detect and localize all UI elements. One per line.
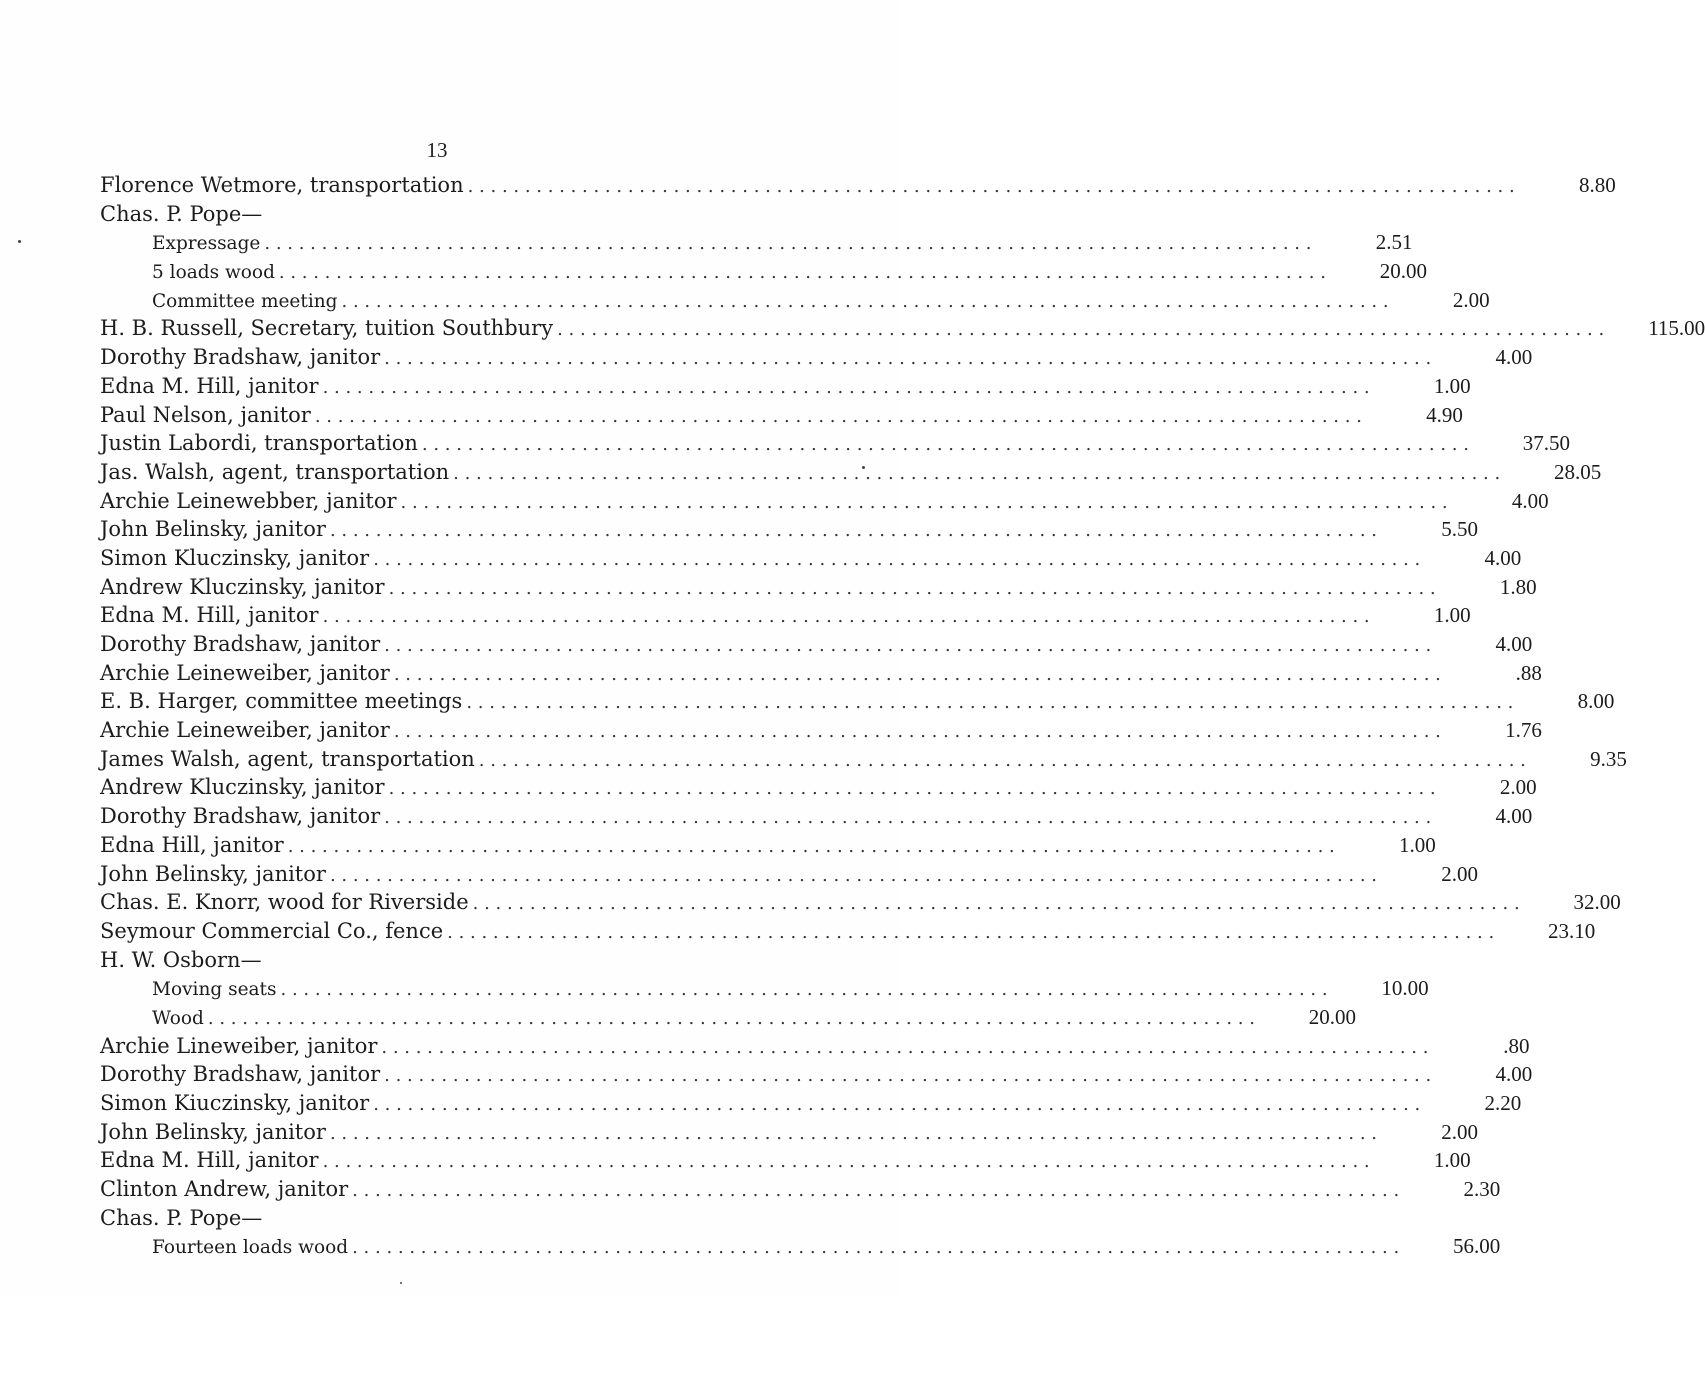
entry-amount: 10.00 <box>1381 976 1429 1001</box>
ledger-row <box>100 1232 1501 1261</box>
ledger-row <box>100 487 1549 516</box>
entry-description: Expressage <box>152 233 261 255</box>
paper-speck <box>18 240 21 243</box>
entry-amount: 4.00 <box>1495 632 1533 656</box>
dot-leader <box>557 316 1604 345</box>
entry-description: Edna M. Hill, janitor <box>100 603 319 628</box>
entry-amount: 2.00 <box>1499 775 1537 800</box>
entry-amount: 2.00 <box>1441 1119 1479 1144</box>
dot-leader <box>281 976 1328 1005</box>
dot-leader <box>401 489 1448 518</box>
entry-amount: 2.51 <box>1375 230 1413 255</box>
entry-description: Archie Lineweiber, janitor <box>100 1033 378 1058</box>
dot-leader <box>323 603 1370 632</box>
entry-amount: 56.00 <box>1452 1234 1501 1259</box>
paper-speck <box>400 1282 402 1284</box>
entry-amount: 4.00 <box>1495 1062 1533 1087</box>
ledger-row <box>100 745 1627 774</box>
entry-description: Archie Leineweiber, janitor <box>100 660 390 685</box>
ledger-row <box>100 630 1533 659</box>
entry-amount: 23.10 <box>1547 918 1596 943</box>
entry-description: Justin Labordi, transportation <box>100 431 418 456</box>
entry-description: H. B. Russell, Secretary, tuition Southbury <box>100 316 554 341</box>
entry-amount: 1.00 <box>1399 832 1436 857</box>
entry-amount: 1.00 <box>1433 603 1471 628</box>
entry-description: Andrew Kluczinsky, janitor <box>100 775 385 800</box>
ledger-row <box>100 974 1429 1003</box>
dot-leader <box>279 259 1326 288</box>
entry-amount: 4.00 <box>1511 488 1549 513</box>
ledger-row <box>100 1146 1471 1175</box>
entry-amount: 1.00 <box>1433 1148 1471 1173</box>
ledger-row <box>100 573 1537 602</box>
entry-description: Dorothy Bradshaw, janitor <box>100 345 381 370</box>
entry-description: Edna M. Hill, janitor <box>100 373 319 398</box>
dot-leader <box>288 833 1335 862</box>
entry-amount: 2.20 <box>1484 1091 1522 1115</box>
dot-leader <box>323 374 1370 403</box>
entry-description: Chas. E. Knorr, wood for Riverside <box>100 890 469 915</box>
entry-description: Edna Hill, janitor <box>100 832 284 857</box>
entry-amount: 115.00 <box>1648 316 1705 341</box>
entry-amount: 9.35 <box>1590 746 1627 771</box>
dot-leader <box>389 775 1436 804</box>
entry-amount: 4.00 <box>1495 345 1533 370</box>
ledger-row <box>100 515 1479 544</box>
entry-description: Clinton Andrew, janitor <box>100 1177 349 1202</box>
entry-amount: 1.00 <box>1433 373 1471 398</box>
entry-description: Chas. P. Pope— <box>100 1205 263 1230</box>
entry-amount: 8.00 <box>1577 689 1615 714</box>
ledger-row <box>100 888 1621 917</box>
ledger-row <box>100 1118 1479 1147</box>
dot-leader <box>453 460 1500 489</box>
entry-description: Fourteen loads wood <box>152 1237 349 1259</box>
ledger-row <box>100 716 1542 745</box>
ledger-row <box>100 1060 1533 1089</box>
ledger-row <box>100 286 1490 315</box>
entry-amount: 20.00 <box>1379 259 1427 284</box>
entry-description: Seymour Commercial Co., fence <box>100 918 444 943</box>
entry-description: Dorothy Bradshaw, janitor <box>100 632 381 656</box>
dot-leader <box>323 1148 1370 1177</box>
dot-leader <box>384 632 1431 661</box>
ledger-row <box>100 1003 1356 1032</box>
entry-description: Wood <box>152 1007 204 1029</box>
ledger-row <box>100 1089 1522 1118</box>
entry-description: Edna M. Hill, janitor <box>100 1148 319 1173</box>
dot-leader <box>352 1177 1399 1206</box>
entry-amount: 4.00 <box>1495 804 1533 829</box>
entry-description: E. B. Harger, committee meetings <box>100 689 463 714</box>
dot-leader <box>342 288 1389 317</box>
ledger-row <box>100 343 1533 372</box>
ledger-row <box>100 773 1537 802</box>
ledger-row <box>100 860 1479 889</box>
dot-leader <box>330 517 1377 546</box>
ledger-row <box>100 228 1413 257</box>
entry-description: H. W. Osborn— <box>100 947 262 972</box>
dot-leader <box>422 431 1469 460</box>
ledger-row <box>100 458 1602 487</box>
entry-amount: 4.90 <box>1426 402 1463 427</box>
ledger-group-header <box>100 946 780 975</box>
dot-leader <box>479 747 1526 776</box>
dot-leader <box>373 546 1420 575</box>
entry-description: Florence Wetmore, transportation <box>100 173 464 197</box>
ledger-group-header <box>100 1204 780 1233</box>
dot-leader <box>384 345 1431 374</box>
ledger-row <box>100 171 1616 200</box>
dot-leader <box>394 718 1441 747</box>
page-number: 13 <box>426 138 448 162</box>
dot-leader <box>384 804 1431 833</box>
entry-description: Dorothy Bradshaw, janitor <box>100 1062 381 1087</box>
entry-amount: 4.00 <box>1484 545 1522 570</box>
ledger-row <box>100 687 1615 716</box>
dot-leader <box>330 862 1377 891</box>
entry-amount: 1.80 <box>1499 574 1537 599</box>
dot-leader <box>373 1091 1420 1120</box>
entry-amount: 20.00 <box>1308 1004 1356 1029</box>
ledger-row <box>100 544 1522 573</box>
dot-leader <box>315 403 1362 432</box>
dot-leader <box>384 1062 1431 1091</box>
entry-amount: 2.00 <box>1441 861 1479 886</box>
entry-amount: .88 <box>1515 660 1542 685</box>
entry-amount: 5.50 <box>1441 517 1479 542</box>
dot-leader <box>381 1034 1428 1063</box>
entry-description: 5 loads wood <box>152 262 275 284</box>
entry-description: Paul Nelson, janitor <box>100 402 311 427</box>
entry-description: Andrew Kluczinsky, janitor <box>100 574 385 599</box>
dot-leader <box>264 230 1311 259</box>
ledger-group-header <box>100 200 780 229</box>
entry-amount: 37.50 <box>1522 431 1570 456</box>
entry-description: Dorothy Bradshaw, janitor <box>100 804 381 829</box>
ledger-row <box>100 917 1596 946</box>
dot-leader <box>208 1005 1255 1034</box>
entry-description: Chas. P. Pope— <box>100 201 263 226</box>
entry-description: Committee meeting <box>152 290 338 312</box>
ledger-row <box>100 257 1427 286</box>
entry-amount: 1.76 <box>1505 718 1542 743</box>
dot-leader <box>389 575 1436 604</box>
ledger-row <box>100 401 1463 430</box>
ledger-row <box>100 659 1542 688</box>
entry-description: Simon Kiuczinsky, janitor <box>100 1091 370 1115</box>
entry-description: Simon Kluczinsky, janitor <box>100 545 370 570</box>
ledger-row <box>100 1032 1530 1061</box>
entry-amount: .80 <box>1503 1033 1530 1058</box>
expense-ledger <box>100 171 1705 1261</box>
entry-description: Archie Leinewebber, janitor <box>100 488 397 513</box>
entry-description: John Belinsky, janitor <box>100 1119 326 1144</box>
paper-speck <box>862 466 865 469</box>
dot-leader <box>473 890 1520 919</box>
ledger-row <box>100 601 1471 630</box>
entry-amount: 32.00 <box>1573 890 1621 915</box>
dot-leader <box>468 173 1515 202</box>
dot-leader <box>330 1120 1377 1149</box>
entry-amount: 2.30 <box>1463 1177 1501 1202</box>
entry-description: Archie Leineweiber, janitor <box>100 718 390 743</box>
dot-leader <box>447 919 1494 948</box>
entry-amount: 8.80 <box>1578 173 1616 197</box>
ledger-row <box>100 429 1570 458</box>
entry-description: John Belinsky, janitor <box>100 517 326 542</box>
entry-description: Moving seats <box>152 979 277 1001</box>
dot-leader <box>394 661 1441 690</box>
ledger-row <box>100 802 1533 831</box>
ledger-row <box>100 372 1471 401</box>
entry-description: James Walsh, agent, transportation <box>100 746 475 771</box>
entry-amount: 28.05 <box>1553 459 1602 484</box>
ledger-row <box>100 1175 1501 1204</box>
entry-description: Jas. Walsh, agent, transportation <box>100 459 450 484</box>
ledger-row <box>100 314 1705 343</box>
dot-leader <box>352 1234 1399 1263</box>
ledger-row <box>100 831 1436 860</box>
dot-leader <box>466 689 1513 718</box>
entry-description: John Belinsky, janitor <box>100 861 326 886</box>
entry-amount: 2.00 <box>1452 287 1490 312</box>
